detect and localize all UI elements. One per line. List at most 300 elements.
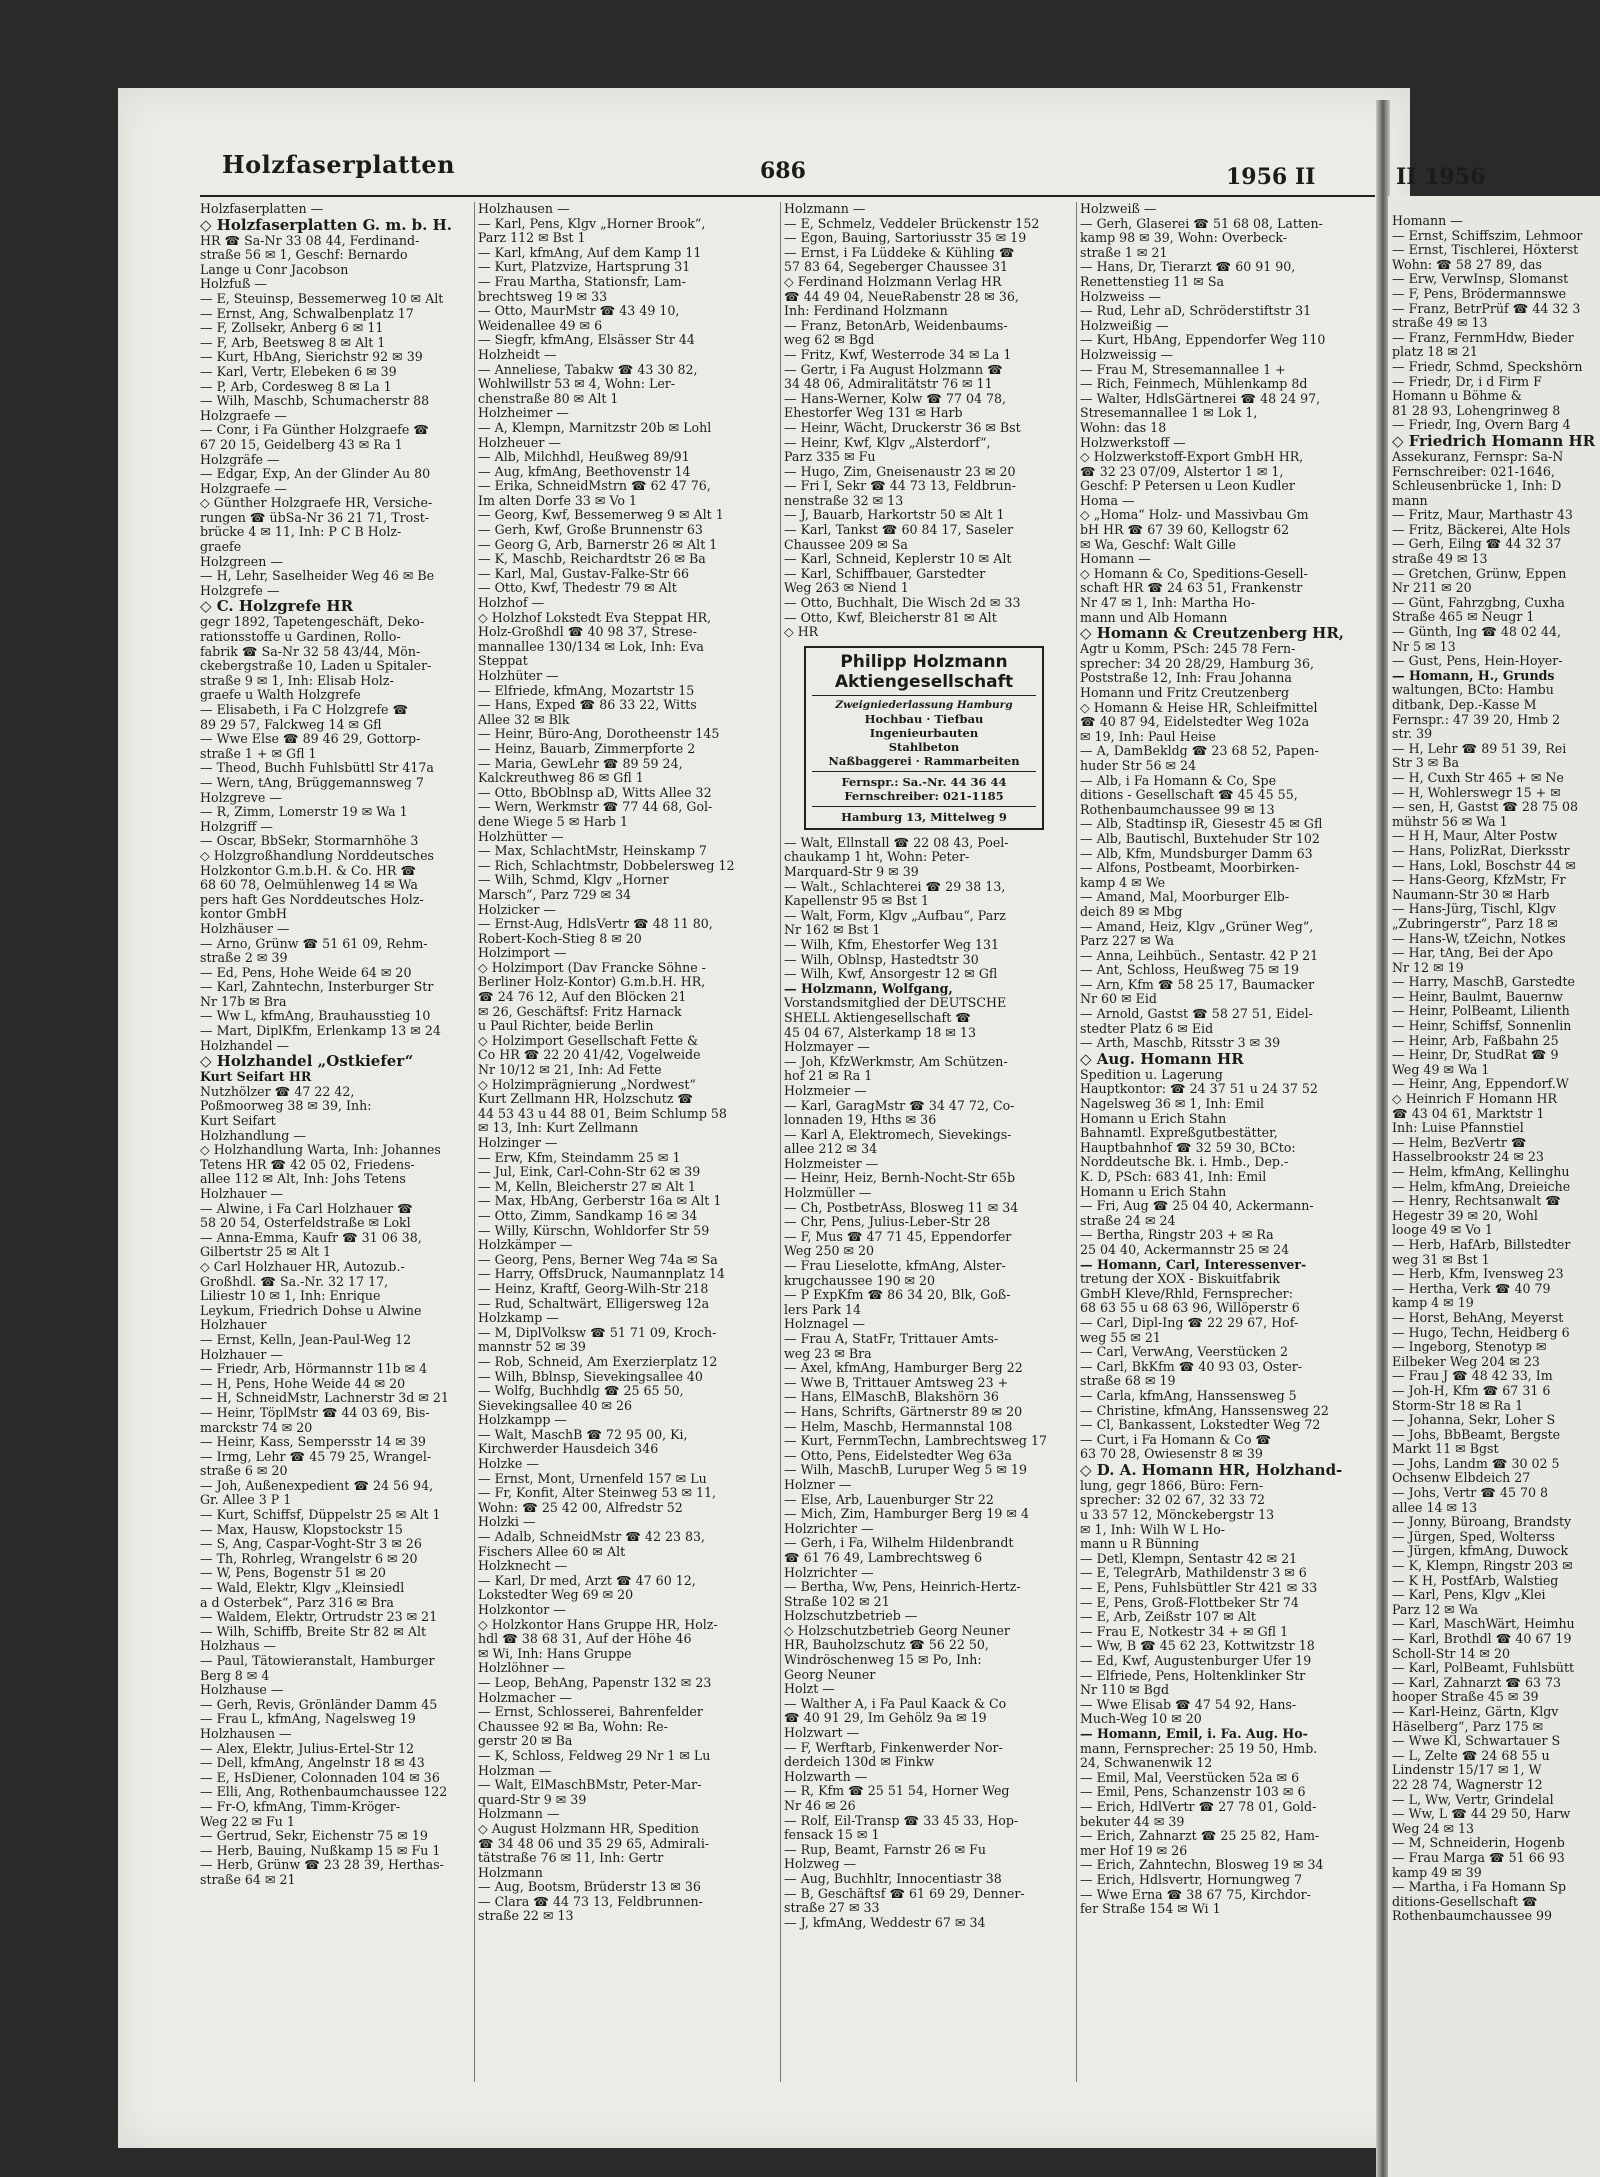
directory-entry: — Karl, Pens, Klgv „Horner Brook“, <box>478 215 706 231</box>
directory-entry: Nr 46 ✉ 26 <box>784 1798 856 1813</box>
directory-entry: — Carla, kfmAng, Hanssensweg 5 <box>1080 1387 1297 1403</box>
ad-services-2: Ingenieurbauten <box>869 725 979 740</box>
column-divider <box>1076 202 1077 2082</box>
directory-entry: — Mich, Zim, Hamburger Berg 19 ✉ 4 <box>784 1506 1029 1522</box>
entry-heading: Holzki — <box>478 1514 536 1530</box>
directory-entry: — L, Zelte ☎ 24 68 55 u <box>1392 1747 1550 1763</box>
ad-divider <box>812 806 1036 807</box>
directory-entry: — Helm, Maschb, Hermannstal 108 <box>784 1418 1013 1434</box>
directory-entry: Kurt Seifart <box>200 1113 276 1129</box>
directory-entry: Weg 22 ✉ Fu 1 <box>200 1813 295 1829</box>
directory-entry: HR, Bauholzschutz ☎ 56 22 50, <box>784 1637 989 1653</box>
directory-entry: Weg 24 ✉ 13 <box>1392 1820 1475 1836</box>
directory-entry: ditbank, Dep.-Kasse M <box>1392 697 1537 712</box>
directory-entry: huder Str 56 ✉ 24 <box>1080 757 1197 773</box>
directory-entry: kamp 98 ✉ 39, Wohn: Overbeck- <box>1080 230 1288 246</box>
directory-entry: u Paul Richter, beide Berlin <box>478 1018 654 1034</box>
directory-entry: 57 83 64, Segeberger Chaussee 31 <box>784 259 1008 275</box>
directory-entry: Homann und Fritz Creutzenberg <box>1080 685 1290 700</box>
directory-entry: Weg 263 ✉ Niend 1 <box>784 580 909 596</box>
directory-entry: — Arth, Maschb, Ritsstr 3 ✉ 39 <box>1080 1035 1281 1051</box>
directory-entry: Assekuranz, Fernspr: Sa-N <box>1392 448 1564 464</box>
entry-heading: Holzkamp — <box>478 1310 559 1326</box>
directory-entry: — Wwe Erna ☎ 38 67 75, Kirchdor- <box>1080 1886 1311 1902</box>
directory-entry: graefe u Walth Holzgrefe <box>200 687 361 703</box>
directory-entry: — Jul, Eink, Carl-Cohn-Str 62 ✉ 39 <box>478 1164 701 1180</box>
directory-entry: 81 28 93, Lohengrinweg 8 <box>1392 402 1561 418</box>
directory-entry: „Zubringerstr“, Parz 18 ✉ <box>1392 915 1558 931</box>
directory-entry: — Gretchen, Grünw, Eppen <box>1392 565 1567 581</box>
directory-entry: straße 64 ✉ 21 <box>200 1871 296 1887</box>
directory-entry: — Emil, Mal, Veerstücken 52a ✉ 6 <box>1080 1769 1300 1785</box>
directory-entry: Nr 162 ✉ Bst 1 <box>784 922 881 938</box>
directory-entry: — Gertrud, Sekr, Eichenstr 75 ✉ 19 <box>200 1828 428 1844</box>
entry-heading: Holzweiss — <box>1080 288 1162 304</box>
directory-entry: Weg 49 ✉ Wa 1 <box>1392 1061 1490 1077</box>
directory-entry: marckstr 74 ✉ 20 <box>200 1419 313 1435</box>
directory-entry: — Ernst-Aug, HdlsVertr ☎ 48 11 80, <box>478 916 713 932</box>
directory-entry: — sen, H, Gastst ☎ 28 75 08 <box>1392 799 1579 815</box>
directory-entry: — Karl, GaragMstr ☎ 34 47 72, Co- <box>784 1097 1015 1113</box>
directory-entry: — Hans, Exped ☎ 86 33 22, Witts <box>478 697 697 713</box>
entry-heading: Holzgreen — <box>200 553 283 569</box>
directory-entry: fensack 15 ✉ 1 <box>784 1827 880 1843</box>
directory-entry: — Wwe Else ☎ 89 46 29, Gottorp- <box>200 731 421 747</box>
directory-entry: Steppat <box>478 653 528 669</box>
directory-entry: — Ant, Schloss, Heußweg 75 ✉ 19 <box>1080 962 1300 978</box>
directory-entry: — Ingeborg, Stenotyp ✉ <box>1392 1339 1547 1355</box>
directory-entry: Wohn: ☎ 58 27 89, das <box>1392 256 1542 272</box>
directory-entry: — Heinr, Dr, StudRat ☎ 9 <box>1392 1047 1559 1063</box>
directory-entry: hooper Straße 45 ✉ 39 <box>1392 1689 1539 1705</box>
directory-entry: fer Straße 154 ✉ Wi 1 <box>1080 1901 1221 1917</box>
directory-entry: — Karl, Zahnarzt ☎ 63 73 <box>1392 1674 1562 1690</box>
ad-divider <box>812 695 1036 696</box>
directory-entry: Parz 335 ✉ Fu <box>784 449 876 465</box>
directory-entry: — Elfriede, Pens, Holtenklinker Str <box>1080 1667 1306 1683</box>
directory-entry: Gilbertstr 25 ✉ Alt 1 <box>200 1244 332 1260</box>
directory-entry: — Fritz, Bäckerei, Alte Hols <box>1392 521 1571 537</box>
directory-entry: — Otto, Zimm, Sandkamp 16 ✉ 34 <box>478 1207 698 1223</box>
directory-entry: — Rob, Schneid, Am Exerzierplatz 12 <box>478 1353 718 1369</box>
directory-entry: ◇ Homann & Heise HR, Schleifmittel <box>1080 699 1318 715</box>
directory-entry: — Erw, VerwInsp, Slomanst <box>1392 271 1569 287</box>
directory-entry: kontor GmbH <box>200 906 288 922</box>
directory-entry: Wohlwillstr 53 ✉ 4, Wohn: Ler- <box>478 376 676 392</box>
directory-entry: — Karl, kfmAng, Auf dem Kamp 11 <box>478 244 702 260</box>
directory-entry: weg 55 ✉ 21 <box>1080 1329 1161 1345</box>
entry-heading: Holzgräfe — <box>200 451 280 467</box>
directory-entry: — Oscar, BbSekr, Stormarnhöhe 3 <box>200 833 419 849</box>
directory-entry: Hasselbrookstr 24 ✉ 23 <box>1392 1149 1544 1165</box>
directory-entry: graefe <box>200 539 242 555</box>
directory-entry: — Fritz, Maur, Marthastr 43 <box>1392 507 1573 523</box>
directory-entry: straße 1 + ✉ Gfl 1 <box>200 745 317 761</box>
directory-entry: ☎ 44 49 04, NeueRabenstr 28 ✉ 36, <box>784 288 1019 304</box>
directory-entry: ◇ Günther Holzgraefe HR, Versiche- <box>200 495 433 511</box>
directory-entry: kamp 49 ✉ 39 <box>1392 1864 1482 1880</box>
directory-entry: — W, Pens, Bogenstr 51 ✉ 20 <box>200 1565 386 1581</box>
directory-entry: — Irmg, Lehr ☎ 45 79 25, Wrangel- <box>200 1448 432 1464</box>
directory-entry: — R, Kfm ☎ 25 51 54, Horner Weg <box>784 1783 1010 1799</box>
entry-heading: Holzmacher — <box>478 1689 572 1705</box>
directory-entry: — Herb, Grünw ☎ 23 28 39, Herthas- <box>200 1857 444 1873</box>
directory-entry: — Detl, Klempn, Sentastr 42 ✉ 21 <box>1080 1550 1298 1566</box>
directory-entry: — Hertha, Verk ☎ 40 79 <box>1392 1280 1551 1296</box>
directory-entry: Lindenstr 15/17 ✉ 1, W <box>1392 1762 1542 1778</box>
directory-entry: — Wwe Elisab ☎ 47 54 92, Hans- <box>1080 1696 1297 1712</box>
entry-heading: Holzmeister — <box>784 1155 879 1171</box>
directory-entry: — Wilh, Schiffb, Breite Str 82 ✉ Alt <box>200 1623 427 1639</box>
directory-entry: — Ww, B ☎ 45 62 23, Kottwitzstr 18 <box>1080 1638 1315 1654</box>
directory-entry: — M, DiplVolksw ☎ 51 71 09, Kroch- <box>478 1324 717 1340</box>
directory-entry: — Bertha, Ringstr 203 + ✉ Ra <box>1080 1227 1274 1243</box>
directory-entry: — E, Pens, Groß-Flottbeker Str 74 <box>1080 1594 1299 1610</box>
directory-entry: — Frau J ☎ 48 42 33, Im <box>1392 1368 1553 1384</box>
directory-entry: ✉ 1, Inh: Wilh W L Ho- <box>1080 1521 1226 1537</box>
directory-entry: dene Wiege 5 ✉ Harb 1 <box>478 813 628 829</box>
directory-entry: ☎ 34 48 06 und 35 29 65, Admirali- <box>478 1835 710 1851</box>
directory-entry: Lokstedter Weg 69 ✉ 20 <box>478 1587 634 1603</box>
directory-entry: — Henry, Rechtsanwalt ☎ <box>1392 1193 1561 1209</box>
directory-entry: — Frau Martha, Stationsfr, Lam- <box>478 273 686 289</box>
directory-entry: str. 39 <box>1392 726 1433 742</box>
directory-entry: — Elisabeth, i Fa C Holzgrefe ☎ <box>200 702 409 717</box>
directory-entry: Großhdl. ☎ Sa.-Nr. 32 17 17, <box>200 1273 389 1289</box>
directory-entry: Weidenallee 49 ✉ 6 <box>478 317 603 333</box>
directory-entry: — Rud, Schaltwärt, Elligersweg 12a <box>478 1295 710 1311</box>
directory-entry: Renettenstieg 11 ✉ Sa <box>1080 273 1224 289</box>
directory-entry: — F, Werftarb, Finkenwerder Nor- <box>784 1739 1003 1755</box>
directory-entry: — Karl, Brothdl ☎ 40 67 19 <box>1392 1631 1572 1646</box>
entry-heading: Holzhandlung — <box>200 1127 306 1143</box>
directory-entry: — H, Cuxh Str 465 + ✉ Ne <box>1392 769 1564 785</box>
ad-title-line2: Aktiengesellschaft <box>834 671 1014 692</box>
directory-entry: waltungen, BCto: Hambu <box>1392 682 1554 698</box>
column-divider <box>780 202 781 2082</box>
directory-entry: — Helm, kfmAng, Dreieiche <box>1392 1178 1571 1194</box>
directory-entry: chaukamp 1 ht, Wohn: Peter- <box>784 849 970 865</box>
directory-entry: — Jonny, Büroang, Brandsty <box>1392 1514 1572 1530</box>
ad-phone: Fernspr.: Sa.-Nr. 44 36 44 <box>841 774 1007 789</box>
directory-entry: — Ernst, Schiffszim, Lehmoor <box>1392 227 1583 243</box>
column-3 <box>784 202 1074 2102</box>
directory-entry: mühstr 56 ✉ Wa 1 <box>1392 813 1508 829</box>
column-4 <box>1080 202 1370 2102</box>
directory-entry: — M, Schneiderin, Hogenb <box>1392 1835 1565 1851</box>
directory-entry: weg 23 ✉ Bra <box>784 1345 872 1361</box>
entry-heading: Holzwarth — <box>784 1768 868 1784</box>
directory-entry: — Frau M, Stresemannallee 1 + <box>1080 361 1286 377</box>
directory-entry: — Aug, Bootsm, Brüderstr 13 ✉ 36 <box>478 1879 701 1895</box>
directory-entry: — Frau A, StatFr, Trittauer Amts- <box>784 1331 999 1346</box>
directory-entry: mann u R Bünning <box>1080 1536 1200 1552</box>
directory-entry: — Leop, BehAng, Papenstr 132 ✉ 23 <box>478 1674 712 1690</box>
directory-entry: looge 49 ✉ Vo 1 <box>1392 1222 1493 1238</box>
directory-entry: Hegestr 39 ✉ 20, Wohl <box>1392 1207 1538 1223</box>
entry-heading: Holzschutzbetrieb — <box>784 1608 918 1624</box>
directory-entry: ◇ Holzkontor Hans Gruppe HR, Holz- <box>478 1616 718 1632</box>
directory-entry: — F, Zollsekr, Anberg 6 ✉ 11 <box>200 320 384 336</box>
directory-entry: — Anna, Leihbüch., Sentastr. 42 P 21 <box>1080 947 1319 963</box>
directory-entry: bekuter 44 ✉ 39 <box>1080 1813 1185 1829</box>
directory-entry: Storm-Str 18 ✉ Ra 1 <box>1392 1397 1524 1413</box>
directory-entry: — Alwine, i Fa Carl Holzhauer ☎ <box>200 1200 413 1216</box>
directory-entry: 68 63 55 u 68 63 96, Willöperstr 6 <box>1080 1300 1300 1316</box>
directory-entry: — Anneliese, Tabakw ☎ 43 30 82, <box>478 361 698 377</box>
directory-entry: 89 29 57, Falckweg 14 ✉ Gfl <box>200 716 382 732</box>
page-number: 686 <box>760 158 806 184</box>
directory-entry: — Else, Arb, Lauenburger Str 22 <box>784 1491 994 1507</box>
entry-heading: Holzhause — <box>200 1682 284 1698</box>
directory-entry: Holzmann <box>478 1864 543 1880</box>
directory-entry: — Homann, Emil, i. Fa. Aug. Ho- <box>1080 1725 1308 1741</box>
directory-entry: — H, Wohlerswegr 15 + ✉ <box>1392 784 1561 800</box>
directory-entry: — Clara ☎ 44 73 13, Feldbrunnen- <box>478 1893 703 1909</box>
directory-entry: — Aug, kfmAng, Beethovenstr 14 <box>478 463 691 479</box>
directory-entry: — Hans-Jürg, Tischl, Klgv <box>1392 901 1556 917</box>
entry-heading: Holzrichter — <box>784 1564 874 1580</box>
directory-entry: — Maria, GewLehr ☎ 89 59 24, <box>478 755 683 771</box>
directory-entry: — Heinr, Kwf, Klgv „Alsterdorf“, <box>784 434 991 450</box>
directory-entry: — Homann, H., Grunds <box>1392 667 1555 683</box>
directory-entry: weg 31 ✉ Bst 1 <box>1392 1251 1490 1267</box>
directory-entry: ◇ August Holzmann HR, Spedition <box>478 1820 699 1836</box>
directory-entry: — Rud, Lehr aD, Schröderstiftstr 31 <box>1080 303 1312 319</box>
directory-entry: mer Hof 19 ✉ 26 <box>1080 1842 1188 1858</box>
directory-entry: — H, Lehr, Saselheider Weg 46 ✉ Be <box>200 568 435 584</box>
directory-entry: Str 3 ✉ Ba <box>1392 755 1460 771</box>
entry-heading: Holzgreve — <box>200 789 282 805</box>
directory-entry: — Rich, Feinmech, Mühlenkamp 8d <box>1080 376 1308 392</box>
directory-entry: — Georg, Kwf, Bessemerweg 9 ✉ Alt 1 <box>478 507 724 523</box>
directory-entry: ☎ 24 76 12, Auf den Blöcken 21 <box>478 989 687 1005</box>
entry-heading: Holzwerkstoff — <box>1080 434 1186 450</box>
directory-entry: — Walt, MaschB ☎ 72 95 00, Ki, <box>478 1426 688 1442</box>
entry-heading: Holzweg — <box>784 1856 857 1872</box>
directory-entry: — Hans, Schrifts, Gärtnerstr 89 ✉ 20 <box>784 1403 1023 1419</box>
directory-entry: pers haft Ges Norddeutsches Holz- <box>200 891 424 907</box>
directory-entry: Robert-Koch-Stieg 8 ✉ 20 <box>478 930 642 946</box>
directory-entry: — Horst, BehAng, Meyerst <box>1392 1309 1564 1325</box>
directory-entry: Georg Neuner <box>784 1666 876 1682</box>
directory-entry: Ochsenw Elbdeich 27 <box>1392 1470 1531 1486</box>
directory-entry: Homann u Erich Stahn <box>1080 1110 1227 1126</box>
directory-entry: — Wilh, Bblnsp, Sievekingsallee 40 <box>478 1368 703 1384</box>
entry-heading: Holzfuß — <box>200 276 268 292</box>
directory-entry: kamp 4 ✉ 19 <box>1392 1295 1474 1311</box>
directory-entry: Leykum, Friedrich Dohse u Alwine <box>200 1302 422 1318</box>
directory-entry: — Karl, PolBeamt, Fuhlsbütt <box>1392 1660 1575 1676</box>
entry-heading: Holzlöhner — <box>478 1660 566 1676</box>
directory-entry: — Kurt, Schiffsf, Düppelstr 25 ✉ Alt 1 <box>200 1507 441 1523</box>
directory-entry: — Holzmann, Wolfgang, <box>784 980 953 996</box>
directory-entry: — E, Steuinsp, Bessemerweg 10 ✉ Alt <box>200 290 444 306</box>
directory-entry: ✉ Wi, Inh: Hans Gruppe <box>478 1645 632 1661</box>
directory-entry: — Franz, FernmHdw, Bieder <box>1392 329 1574 345</box>
directory-entry: ◇ D. A. Homann HR, Holzhand- <box>1080 1460 1343 1479</box>
directory-entry: — Theod, Buchh Fuhlsbüttl Str 417a <box>200 760 434 776</box>
directory-entry: allee 212 ✉ 34 <box>784 1141 878 1157</box>
directory-entry: — Erich, Zahntechn, Blosweg 19 ✉ 34 <box>1080 1857 1324 1873</box>
directory-entry: ◇ Holzgroßhandlung Norddeutsches <box>200 847 435 863</box>
directory-entry: Kapellenstr 95 ✉ Bst 1 <box>784 893 929 909</box>
directory-entry: Chaussee 209 ✉ Sa <box>784 536 908 552</box>
directory-entry: — Edgar, Exp, An der Glinder Au 80 <box>200 466 431 482</box>
directory-entry: Nr 5 ✉ 13 <box>1392 638 1456 654</box>
directory-entry: — K, Maschb, Reichardtstr 26 ✉ Ba <box>478 551 706 567</box>
directory-entry: — Gertr, i Fa August Holzmann ☎ <box>784 361 1003 377</box>
directory-entry: — R, Zimm, Lomerstr 19 ✉ Wa 1 <box>200 804 408 820</box>
directory-entry: Poststraße 12, Inh: Frau Johanna <box>1080 670 1292 686</box>
directory-entry: hdl ☎ 38 68 31, Auf der Höhe 46 <box>478 1631 692 1647</box>
directory-entry: — Franz, BetrPrüf ☎ 44 32 3 <box>1392 300 1581 316</box>
directory-entry: — Walt., Schlachterei ☎ 29 38 13, <box>784 878 1006 894</box>
directory-entry: allee 112 ✉ Alt, Inh: Johs Tetens <box>200 1171 406 1187</box>
entry-heading: Holzkontor — <box>478 1602 566 1617</box>
directory-entry: — Gerh, i Fa, Wilhelm Hildenbrandt <box>784 1535 1014 1551</box>
directory-entry: ◇ Holzhandel „Ostkiefer“ <box>200 1052 414 1071</box>
directory-entry: — Alb, Milchhdl, Heußweg 89/91 <box>478 449 690 465</box>
directory-entry: lers Park 14 <box>784 1301 862 1317</box>
directory-entry: — Heinr, Baulmt, Bauernw <box>1392 988 1563 1004</box>
directory-entry: — Ernst, Kelln, Jean-Paul-Weg 12 <box>200 1331 412 1347</box>
directory-entry: — Aug, Buchhltr, Innocentiastr 38 <box>784 1870 1002 1886</box>
directory-entry: straße 9 ✉ 1, Inh: Elisab Holz- <box>200 672 394 688</box>
directory-entry: — Chr, Pens, Julius-Leber-Str 28 <box>784 1214 991 1230</box>
directory-entry: — E, Pens, Fuhlsbüttler Str 421 ✉ 33 <box>1080 1580 1318 1596</box>
entry-heading: Holzweissig — <box>1080 346 1174 362</box>
directory-entry: stedter Platz 6 ✉ Eid <box>1080 1020 1214 1036</box>
directory-entry: Eilbeker Weg 204 ✉ 23 <box>1392 1353 1540 1369</box>
directory-entry: — Gerh, Revis, Grönländer Damm 45 <box>200 1696 438 1712</box>
directory-entry: — Gust, Pens, Hein-Hoyer- <box>1392 653 1563 669</box>
directory-entry: ◇ Holzimport Gesellschaft Fette & <box>478 1032 699 1048</box>
directory-entry: Lange u Conr Jacobson <box>200 261 349 277</box>
directory-entry: — Fritz, Kwf, Westerrode 34 ✉ La 1 <box>784 346 1012 362</box>
ad-services-4: Naßbaggerei · Rammarbeiten <box>828 753 1020 768</box>
directory-entry: — M, Kelln, Bleicherstr 27 ✉ Alt 1 <box>478 1178 696 1194</box>
directory-entry: — F, Arb, Beetsweg 8 ✉ Alt 1 <box>200 334 386 350</box>
directory-entry: — Heinr, Ang, Eppendorf.W <box>1392 1076 1569 1092</box>
entry-heading: Holzrichter — <box>784 1520 874 1536</box>
directory-entry: Stresemannallee 1 ✉ Lok 1, <box>1080 405 1258 421</box>
directory-entry: ◇ Holzimport (Dav Francke Söhne - <box>478 959 706 975</box>
directory-entry: ☎ 32 23 07/09, Alstertor 1 ✉ 1, <box>1080 463 1284 479</box>
directory-entry: — A, DamBekldg ☎ 23 68 52, Papen- <box>1080 743 1319 759</box>
directory-entry: — Karl, Dr med, Arzt ☎ 47 60 12, <box>478 1572 696 1588</box>
ad-branch: Zweigniederlassung Hamburg <box>835 698 1013 711</box>
directory-entry: — Wilh, Maschb, Schumacherstr 88 <box>200 393 430 409</box>
entry-heading: Holzhüter — <box>478 668 559 683</box>
directory-entry: Homann u Böhme & <box>1392 388 1522 404</box>
directory-entry: ◇ HR <box>784 624 819 640</box>
directory-entry: Im alten Dorfe 33 ✉ Vo 1 <box>478 492 638 508</box>
directory-entry: ◇ Holzimprägnierung „Nordwest“ <box>478 1076 696 1092</box>
directory-entry: ◇ Homann & Creutzenberg HR, <box>1080 624 1345 643</box>
entry-heading: Homann — <box>1080 551 1151 567</box>
directory-entry: — Ed, Kwf, Augustenburger Ufer 19 <box>1080 1653 1312 1668</box>
directory-entry: Allee 32 ✉ Blk <box>478 711 570 727</box>
entry-heading: Holzhütter — <box>478 828 564 844</box>
directory-entry: — Otto, Buchhalt, Die Wisch 2d ✉ 33 <box>784 595 1021 611</box>
directory-entry: 63 70 28, Owiesenstr 8 ✉ 39 <box>1080 1446 1263 1462</box>
directory-entry: — Erich, Hdlsvertr, Hornungweg 7 <box>1080 1871 1303 1887</box>
directory-entry: — Otto, BbOblnsp aD, Witts Allee 32 <box>478 784 712 800</box>
directory-entry: — Karl A, Elektromech, Sievekings- <box>784 1126 1012 1142</box>
entry-heading: Holzfaserplatten — <box>200 202 324 216</box>
entry-heading: Holzmann — <box>478 1806 560 1822</box>
directory-entry: 22 28 74, Wagnerstr 12 <box>1392 1776 1543 1792</box>
directory-entry: deich 89 ✉ Mbg <box>1080 903 1183 919</box>
directory-entry: ◇ Holzfaserplatten G. m. b. H. <box>200 215 453 234</box>
directory-entry: — Jürgen, Sped, Wolterss <box>1392 1528 1555 1544</box>
directory-entry: ckebergstraße 10, Laden u Spitaler- <box>200 658 432 674</box>
directory-entry: Bahnamtl. Expreßgutbestätter, <box>1080 1125 1278 1141</box>
directory-entry: — F, Mus ☎ 47 71 45, Eppendorfer <box>784 1228 1012 1244</box>
directory-entry: — Ernst, i Fa Lüddeke & Kühling ☎ <box>784 244 1015 260</box>
directory-entry: Holzhauer <box>200 1317 267 1333</box>
directory-entry: Much-Weg 10 ✉ 20 <box>1080 1711 1202 1727</box>
directory-entry: — Ernst, Mont, Urnenfeld 157 ✉ Lu <box>478 1470 707 1486</box>
directory-entry: Kalckreuthweg 86 ✉ Gfl 1 <box>478 770 644 786</box>
directory-entry: — Heinr, TöplMstr ☎ 44 03 69, Bis- <box>200 1404 430 1420</box>
ad-title-line1: Philipp Holzmann <box>840 651 1008 672</box>
entry-heading: Holzgrefe — <box>200 582 280 598</box>
directory-entry: chenstraße 80 ✉ Alt 1 <box>478 390 619 406</box>
directory-entry: — Rolf, Eil-Transp ☎ 33 45 33, Hop- <box>784 1812 1019 1828</box>
directory-entry: — H, Lehr ☎ 89 51 39, Rei <box>1392 740 1567 756</box>
directory-entry: Tetens HR ☎ 42 05 02, Friedens- <box>200 1156 415 1172</box>
entry-heading: Holzhauer — <box>200 1186 284 1201</box>
directory-entry: — Curt, i Fa Homann & Co ☎ <box>1080 1431 1272 1447</box>
entry-heading: Homa — <box>1080 492 1135 508</box>
directory-entry: — P ExpKfm ☎ 86 34 20, Blk, Goß- <box>784 1287 1011 1303</box>
directory-entry: — Friedr, Ing, Overn Barg 4 <box>1392 417 1571 433</box>
directory-entry: — Walther A, i Fa Paul Kaack & Co <box>784 1695 1007 1711</box>
directory-entry: Kurt Zellmann HR, Holzschutz ☎ <box>478 1091 694 1107</box>
directory-entry: — Alex, Elektr, Julius-Ertel-Str 12 <box>200 1740 415 1756</box>
directory-entry: — Cl, Bankassent, Lokstedter Weg 72 <box>1080 1417 1321 1433</box>
directory-entry: — Heinr, Büro-Ang, Dorotheenstr 145 <box>478 726 720 742</box>
directory-entry: Nr 211 ✉ 20 <box>1392 580 1472 596</box>
directory-entry: — H, SchneidMstr, Lachnerstr 3d ✉ 21 <box>200 1390 449 1406</box>
directory-entry: — Rup, Beamt, Farnstr 26 ✉ Fu <box>784 1841 986 1857</box>
directory-entry: — Wilh, Schmd, Klgv „Horner <box>478 872 669 888</box>
directory-entry: hof 21 ✉ Ra 1 <box>784 1068 873 1084</box>
directory-entry: — Frau Lieselotte, kfmAng, Alster- <box>784 1258 1006 1274</box>
directory-entry: 34 48 06, Admiralitätstr 76 ✉ 11 <box>784 376 993 392</box>
directory-entry: — Wilh, Oblnsp, Hastedtstr 30 <box>784 951 979 967</box>
directory-entry: krugchaussee 190 ✉ 20 <box>784 1272 936 1288</box>
entry-heading: Holzhandel — <box>200 1037 290 1053</box>
entry-heading: Holzkämper — <box>478 1237 573 1253</box>
year-label-right: II 1956 <box>1396 164 1486 190</box>
directory-entry: ☎ 43 04 61, Marktstr 1 <box>1392 1105 1545 1121</box>
entry-heading: Holzkampp — <box>478 1412 568 1428</box>
directory-entry: Rothenbaumchaussee 99 ✉ 13 <box>1080 801 1275 817</box>
directory-entry: Inh: Luise Pfannstiel <box>1392 1120 1524 1136</box>
directory-entry: ◇ Aug. Homann HR <box>1080 1049 1244 1068</box>
directory-entry: Liliestr 10 ✉ 1, Inh: Enrique <box>200 1288 381 1304</box>
directory-entry: Berliner Holz-Kontor) G.m.b.H. HR, <box>478 974 706 990</box>
directory-entry: — Rich, Schlachtmstr, Dobbelersweg 12 <box>478 857 735 873</box>
directory-entry: — Axel, kfmAng, Hamburger Berg 22 <box>784 1360 1023 1376</box>
directory-entry: — K, Schloss, Feldweg 29 Nr 1 ✉ Lu <box>478 1747 711 1763</box>
entry-heading: Holzhäuser — <box>200 920 290 936</box>
directory-entry: 45 04 67, Alsterkamp 18 ✉ 13 <box>784 1024 976 1040</box>
directory-entry: ditions-Gesellschaft ☎ <box>1392 1893 1538 1909</box>
